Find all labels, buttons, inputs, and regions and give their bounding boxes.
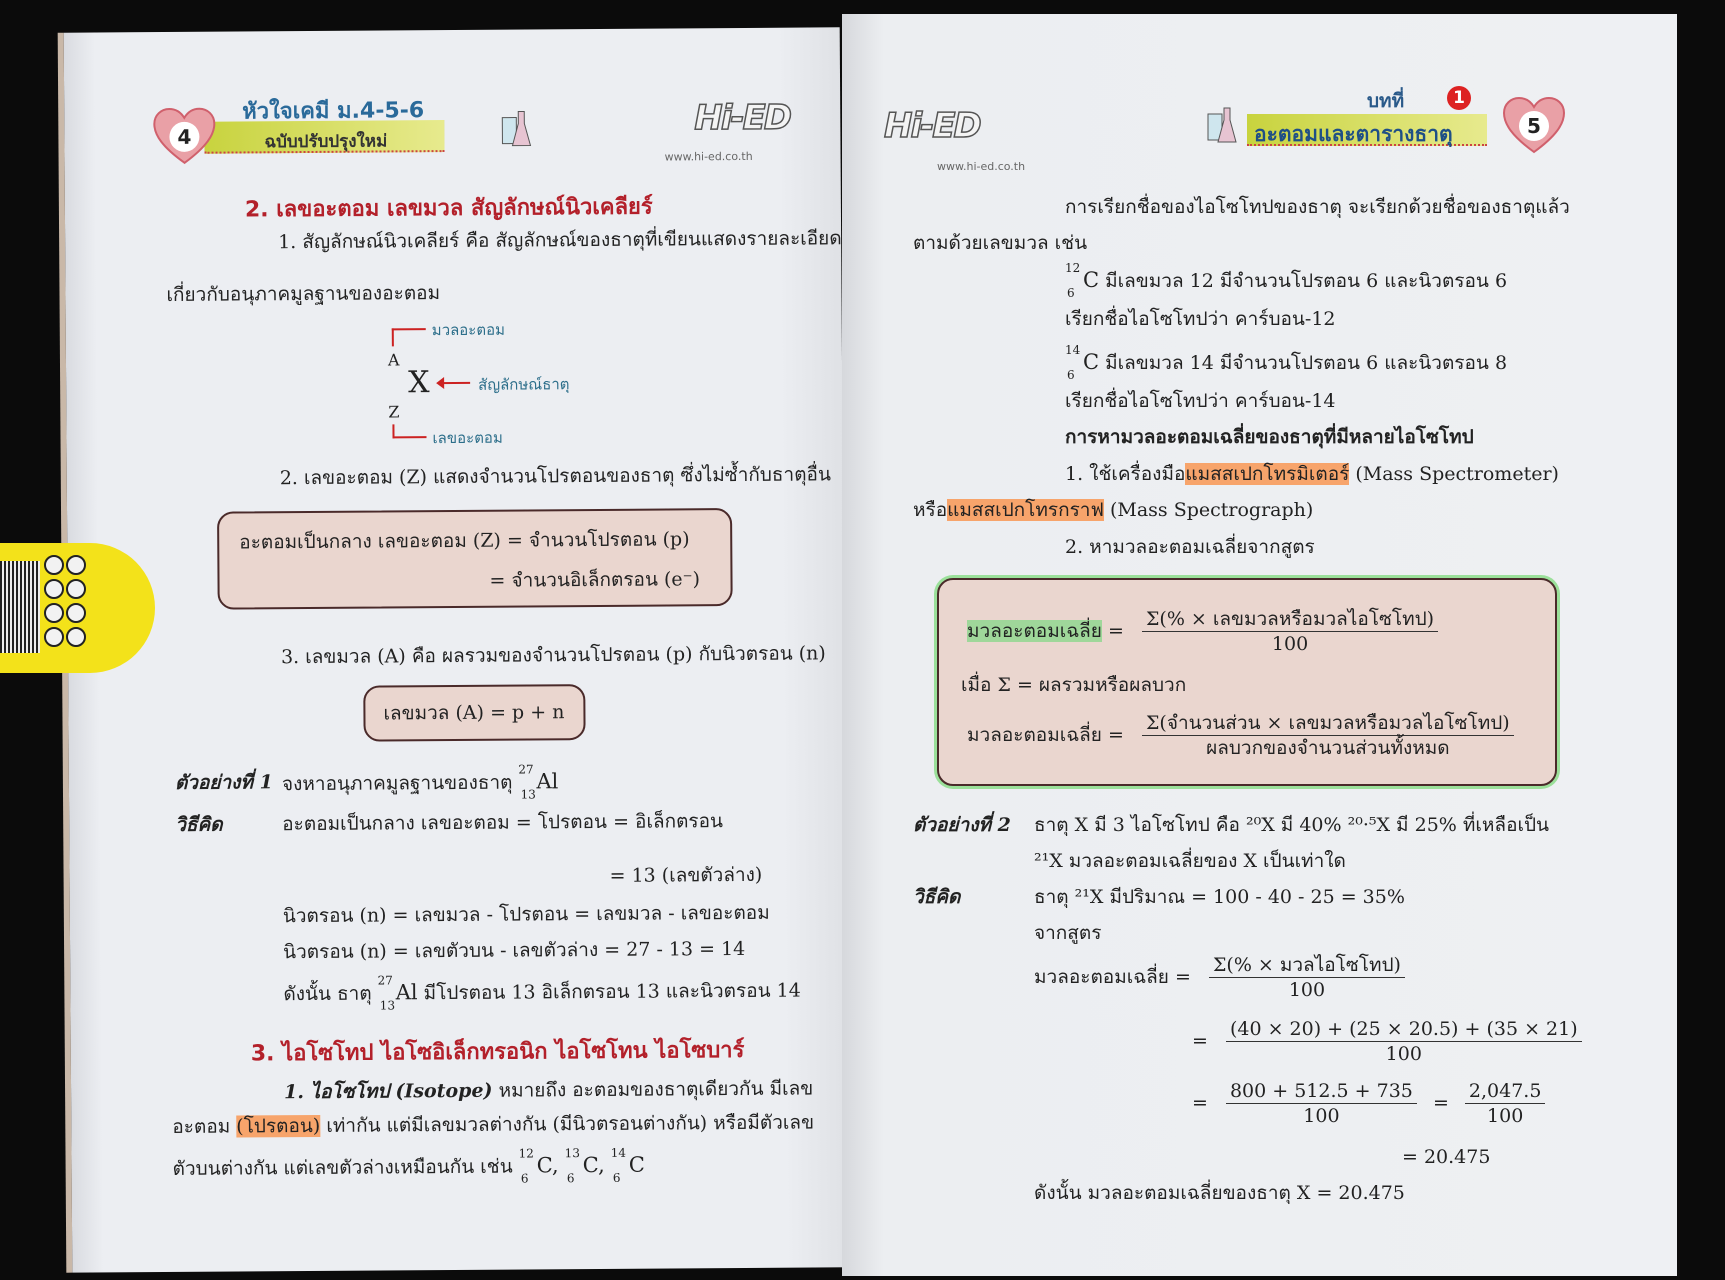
paragraph: 1. ใช้เครื่องมือแมสสเปกโทรมิเตอร์ (Mass Spectrometer) bbox=[1065, 463, 1559, 485]
paragraph: 2. เลขอะตอม (Z) แสดงจำนวนโปรตอนของธาตุ ซึ่งไม่ซ้ำกับธาตุอื่น bbox=[279, 463, 831, 490]
paragraph: 2. หามวลอะตอมเฉลี่ยจากสูตร bbox=[1065, 536, 1315, 558]
mass-number-label: A bbox=[387, 350, 400, 370]
solution-line: ดังนั้น ธาตุ 27 13 Al มีโปรตอน 13 อิเล็กตรอน 13 และนิวตรอน 14 bbox=[283, 973, 801, 1013]
page-number: 5 bbox=[1519, 111, 1549, 141]
beaker-icon bbox=[496, 109, 532, 149]
paragraph: เกี่ยวกับอนุภาคมูลฐานของอะตอม bbox=[166, 282, 441, 306]
formula-box bbox=[937, 578, 1557, 786]
formula-line: เลขมวล (A) = p + n bbox=[383, 701, 565, 725]
formula-line: เมื่อ Σ = ผลรวมหรือผลบวก bbox=[961, 674, 1187, 696]
chapter-number: 1 bbox=[1447, 86, 1471, 110]
paragraph: หรือแมสสเปกโทรกราฟ (Mass Spectrograph) bbox=[913, 499, 1314, 521]
clip-dot bbox=[66, 555, 86, 575]
edition-label: ฉบับปรับปรุงใหม่ bbox=[264, 131, 388, 153]
page-number: 4 bbox=[169, 122, 199, 152]
paragraph: 1. สัญลักษณ์นิวเคลียร์ คือ สัญลักษณ์ของธาตุที่เขียนแสดงรายละเอียด bbox=[278, 227, 842, 254]
diagram-label: เลขอะตอม bbox=[432, 428, 503, 448]
chapter-title: อะตอมและตารางธาตุ bbox=[1254, 122, 1453, 146]
element-symbol: X bbox=[408, 365, 430, 401]
diagram-label: มวลอะตอม bbox=[431, 320, 506, 340]
paragraph: ตัวบนต่างกัน แต่เลขตัวล่างเหมือนกัน เช่น 12 6 C, 13 6 C, 14 6 C bbox=[172, 1145, 645, 1186]
solution-line: = 13 (เลขตัวล่าง) bbox=[609, 863, 763, 887]
solution-line: = $\frac{800 + 512.5 + 735}{100}$ = $\frac{2,047.5}{100}$ bbox=[1192, 1082, 1545, 1126]
atomic-number-label: Z bbox=[388, 402, 400, 422]
clip-dot bbox=[66, 579, 86, 599]
formula-line: มวลอะตอมเฉลี่ย = $\frac{\text{Σ(\% × เลขมวลหรือมวลไอโซโทป)}}{100}$ bbox=[967, 610, 1438, 654]
example-label: ตัวอย่างที่ 2 bbox=[913, 814, 1011, 836]
solution-line: นิวตรอน (n) = เลขตัวบน - เลขตัวล่าง = 27 - 13 = 14 bbox=[283, 937, 746, 964]
formula-box bbox=[217, 508, 733, 610]
isotope-line: เรียกชื่อไอโซโทปว่า คาร์บอน-12 bbox=[1065, 308, 1336, 330]
example-question: ธาตุ X มี 3 ไอโซโทป คือ ²⁰X มี 40% ²⁰·⁵X มี 25% ที่เหลือเป็น bbox=[1034, 814, 1550, 836]
formula-box bbox=[363, 684, 585, 742]
arrow-icon bbox=[392, 328, 426, 346]
section-title: 2. เลขอะตอม เลขมวล สัญลักษณ์นิวเคลียร์ bbox=[244, 194, 653, 223]
solution-line: = 20.475 bbox=[1402, 1146, 1491, 1168]
solution-line: นิวตรอน (n) = เลขมวล - โปรตอน = เลขมวล - เลขอะตอม bbox=[282, 901, 770, 928]
example-question: จงหาอนุภาคมูลฐานของธาตุ 27 13 Al bbox=[281, 762, 559, 802]
solution-label: วิธีคิด bbox=[175, 813, 223, 836]
book-title: หัวใจเคมี ม.4-5-6 bbox=[242, 98, 425, 125]
solution-line: มวลอะตอมเฉลี่ย = $\frac{\text{Σ(\% × มวลไอโซโทป)}}{100}$ bbox=[1034, 956, 1405, 1000]
solution-line: = $\frac{(40 \times 20) + (25 \times 20.5) + (35 \times 21)}{100}$ bbox=[1192, 1020, 1582, 1064]
paragraph: 1. ไอโซโทป (Isotope) หมายถึง อะตอมของธาตุเดียวกัน มีเลข bbox=[284, 1077, 814, 1104]
example-question: ²¹X มวลอะตอมเฉลี่ยของ X เป็นเท่าใด bbox=[1034, 850, 1346, 872]
paragraph: การเรียกชื่อของไอโซโทปของธาตุ จะเรียกด้วยชื่อของธาตุแล้ว bbox=[1065, 196, 1570, 218]
solution-line: อะตอมเป็นกลาง เลขอะตอม = โปรตอน = อิเล็กตรอน bbox=[282, 810, 724, 836]
subheading: การหามวลอะตอมเฉลี่ยของธาตุที่มีหลายไอโซโทป bbox=[1065, 426, 1474, 448]
clip-dot bbox=[44, 579, 64, 599]
publisher-url: www.hi-ed.co.th bbox=[937, 160, 1026, 173]
clip-dot bbox=[44, 627, 64, 647]
page-clip bbox=[0, 543, 155, 673]
isotope-line: 12 6 C มีเลขมวล 12 มีจำนวนโปรตอน 6 และนิวตรอน 6 bbox=[1065, 261, 1508, 300]
formula-line: = จำนวนอิเล็กตรอน (e⁻) bbox=[489, 568, 701, 592]
clip-stripes bbox=[0, 561, 40, 653]
diagram-label: สัญลักษณ์ธาตุ bbox=[478, 375, 570, 394]
publisher-logo: Hi-ED bbox=[884, 106, 980, 146]
formula-line: มวลอะตอมเฉลี่ย = $\frac{\text{Σ(จำนวนส่วน × เลขมวลหรือมวลไอโซโทป)}}{\text{ผลบวกของจำนวนส่วนทั้งหมด}}$ bbox=[967, 714, 1514, 758]
clip-dot bbox=[66, 627, 86, 647]
paragraph: อะตอม (โปรตอน) เท่ากัน แต่มีเลขมวลต่างกัน (มีนิวตรอนต่างกัน) หรือมีตัวเลข bbox=[172, 1111, 815, 1138]
isotope-line: 14 6 C มีเลขมวล 14 มีจำนวนโปรตอน 6 และนิวตรอน 8 bbox=[1065, 343, 1508, 382]
publisher-logo: Hi-ED bbox=[694, 97, 791, 139]
clip-dot bbox=[66, 603, 86, 623]
solution-line: ธาตุ ²¹X มีปริมาณ = 100 - 40 - 25 = 35% bbox=[1034, 886, 1405, 908]
example-label: ตัวอย่างที่ 1 bbox=[174, 771, 273, 794]
isotope-line: เรียกชื่อไอโซโทปว่า คาร์บอน-14 bbox=[1065, 390, 1336, 412]
left-page bbox=[58, 27, 849, 1272]
clip-dot bbox=[44, 555, 64, 575]
solution-line: จากสูตร bbox=[1034, 922, 1102, 944]
section-title: 3. ไอโซโทป ไอโซอิเล็กทรอนิก ไอโซโทน ไอโซบาร์ bbox=[250, 1037, 745, 1067]
beaker-icon bbox=[1202, 106, 1238, 146]
chapter-label: บทที่ bbox=[1367, 90, 1405, 112]
right-page bbox=[842, 14, 1677, 1276]
arrow-left-icon bbox=[438, 382, 470, 384]
solution-label: วิธีคิด bbox=[913, 886, 961, 908]
conclusion: ดังนั้น มวลอะตอมเฉลี่ยของธาตุ X = 20.475 bbox=[1034, 1182, 1405, 1204]
arrow-icon bbox=[392, 424, 426, 438]
formula-line: อะตอมเป็นกลาง เลขอะตอม (Z) = จำนวนโปรตอน (p) bbox=[239, 528, 690, 554]
publisher-url: www.hi-ed.co.th bbox=[664, 149, 753, 164]
paragraph: 3. เลขมวล (A) คือ ผลรวมของจำนวนโปรตอน (p) กับนิวตรอน (n) bbox=[280, 642, 826, 669]
clip-dot bbox=[44, 603, 64, 623]
paragraph: ตามด้วยเลขมวล เช่น bbox=[913, 232, 1088, 254]
